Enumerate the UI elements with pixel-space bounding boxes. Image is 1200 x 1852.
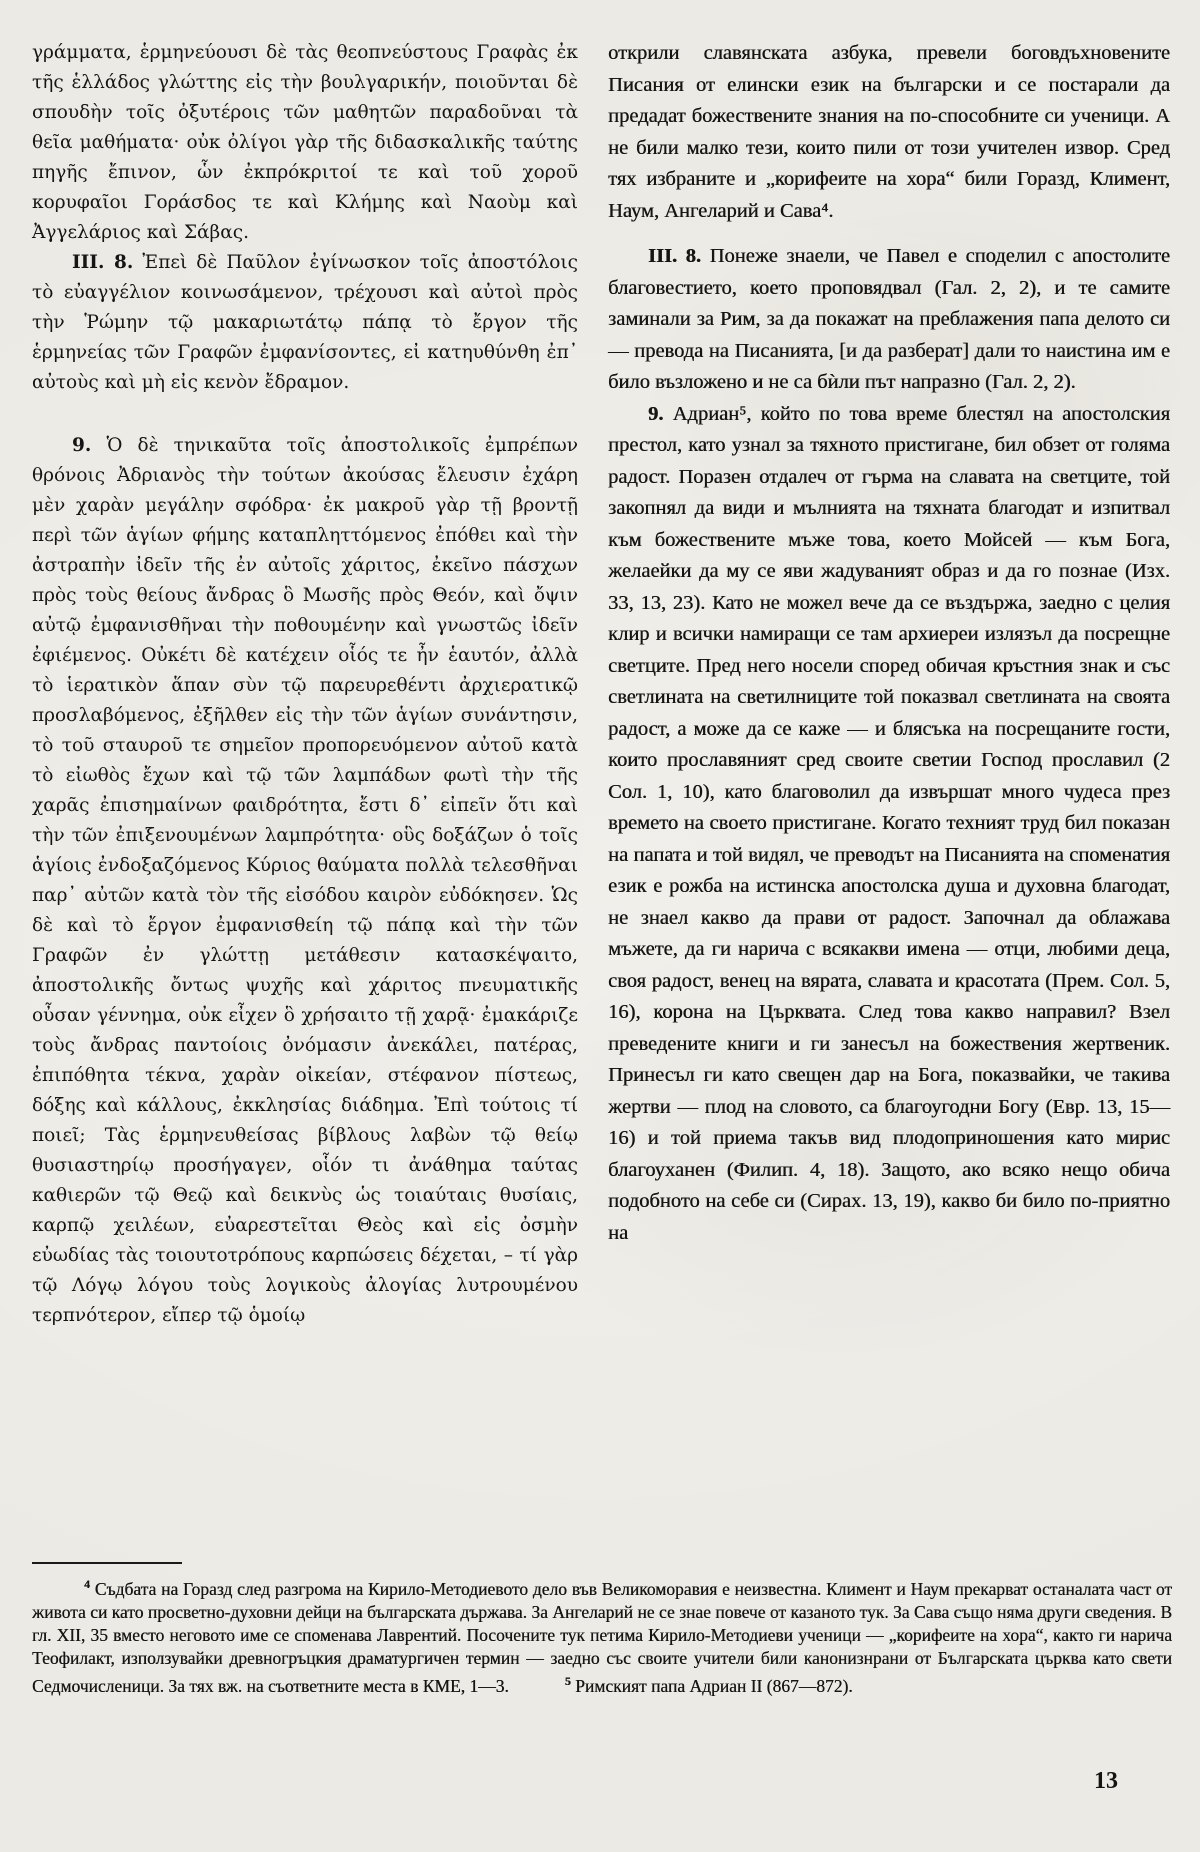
greek-paragraph-9: [32, 431, 578, 1331]
greek-paragraph-continuation: [32, 38, 578, 248]
paragraph-text: Понеже знаели, че Павел е споделил с апостолите благовестието, което проповядвал (Гал. 2, 2), и те самите заминали за Рим, за да покажат на преблажения папа делото си — превода на Писанията, [и да разберат] дали то наистина им е било възложено и не са бѝли път напразно (Гал. 2, 2).: [608, 245, 1170, 393]
paragraph-text: открили славянската азбука, превели боговдъхновените Писания от елински език на български и се постарали да предадат божествените знания на по-способните си ученици. А не били малко тези, които пили от този учителен извор. Сред тях избраните и „корифеите на хора“ били Горазд, Климент, Наум, Ангеларий и Сава⁴.: [608, 42, 1170, 222]
footnote-block: [32, 1573, 1172, 1698]
section-number: 9.: [72, 435, 92, 456]
paragraph-text: Ἐπεὶ δὲ Παῦλον ἐγίνωσκον τοῖς ἀποστόλοις τὸ εὐαγγέλιον κοινωσάμενον, τρέχουσι καὶ αὐτοὶ πρὸς τὴν Ῥώμην τῷ μακαριωτάτῳ πάπᾳ τὸ ἔργον τῆς ἑρμηνείας τῶν Γραφῶν ἐμφανίσοντες, εἰ κατηυθύνθη ἐπ᾽ αὐτοὺς καὶ μὴ εἰς κενὸν ἔδραμον.: [32, 252, 578, 393]
greek-column: [32, 38, 578, 1331]
section-number: III. 8.: [72, 252, 134, 273]
section-number: III. 8.: [648, 245, 702, 267]
bulgarian-paragraph-continuation: [608, 38, 1170, 227]
greek-paragraph-iii-8: [32, 248, 578, 398]
paragraph-text: γράμματα, ἑρμηνεύουσι δὲ τὰς θεοπνεύστους Γραφὰς ἐκ τῆς ἑλλάδος γλώττης εἰς τὴν βουλγαρικήν, ποιοῦνται δὲ σπουδὴν τοῖς ὀξυτέροις τῶν μαθητῶν παραδοῦναι τὰ θεῖα μαθήματα· οὐκ ὀλίγοι γὰρ τῆς διδασκαλικῆς ταύτης πηγῆς ἔπινον, ὧν ἐκπρόκριτοί τε καὶ τοῦ χοροῦ κορυφαῖοι Γοράσδος τε καὶ Κλήμης καὶ Ναοὺμ καὶ Ἀγγελάριος καὶ Σάβας.: [32, 42, 578, 243]
footnote-4-text: Съдбата на Горазд след разгрома на Кирило-Методиевото дело във Великоморавия е неизвестна. Климент и Наум прекарват останалата част от живота си като просветно-духовни дейци на българската държава. За Ангеларий не се знае повече от казаното тук. За Сава също няма други сведения. В гл. XII, 35 вместо неговото име се споменава Лаврентий. Посочените тук петима Кирило-Методиеви ученици — „корифеите на хора“, както ги нарича Теофилакт, използувайки древногръцкия драматургичен термин — заедно със своите учители били канонизнрани от Българската църква като свети Седмочисленици. За тях вж. на съответните места в КМЕ, 1—3.: [32, 1578, 1173, 1696]
page-number: 13: [1094, 1768, 1118, 1794]
footnote-marker-4: 4: [84, 1577, 90, 1591]
bulgarian-paragraph-iii-8: [608, 241, 1170, 399]
footnote-marker-5: 5: [564, 1673, 571, 1688]
section-number: 9.: [648, 402, 664, 425]
footnote-rule: [32, 1562, 182, 1564]
bulgarian-paragraph-9: [608, 399, 1170, 1250]
paragraph-text: Адриан⁵, който по това време блестял на апостолския престол, като узнал за тяхното пристигане, бил обзет от голяма радост. Поразен отдалеч от гърма на славата на светците, той закопнял да види и мълнията на тяхната благодат и изпитвал към божествените мъже това, което Мойсей — към Бога, желаейки да му се яви жадуваният образ и да го познае (Изх. 33, 13, 23). Като не можел вече да се въздържа, заедно с целия клир и всички намиращи се там архиереи излязъл да посрещне светците. Пред него носели според обичая кръстния знак и със светлината на светилниците той показвал светлината на своята радост, а може да се каже — и блясъка на посрещаните гости, които прославяният сред своите светии Господ прославил (2 Сол. 1, 10), като благоволил да извършат много чудеса през времето на своето пристигане. Когато техният труд бил показан на папата и той видял, че преводът на Писанията на споменатия език е рожба на истинска апостолска душа и духовна благодат, не знаел какво да прави от радост. Започнал да облажава мъжете, да ги нарича с всякакви имена — отци, любими деца, своя радост, венец на вярата, славата и красотата (Прем. Сол. 5, 16), корона на Църквата. След това какво направил? Взел преведените книги и ги занесъл на божествения жертвеник. Принесъл ги като свещен дар на Бога, показвайки, че такива жертви — плод на словото, са благоугодни Богу (Евр. 13, 15—16) и той приема такъв вид плодоприношения като мирис благоуханен (Филип. 4, 18). Защото, ако всяко нещо обича подобното на себе си (Сирах. 13, 19), какво би било по-приятно на: [608, 402, 1171, 1244]
bulgarian-column: [608, 38, 1170, 1331]
footnotes-section: [32, 1562, 1172, 1698]
footnote-5-text: Римският папа Адриан II (867—872).: [575, 1675, 853, 1696]
paragraph-text: Ὁ δὲ τηνικαῦτα τοῖς ἀποστολικοῖς ἐμπρέπων θρόνοις Ἀδριανὸς τὴν τούτων ἀκούσας ἔλευσιν ἐχάρη μὲν χαρὰν μεγάλην σφόδρα· ἐκ μακροῦ γὰρ τῇ βροντῇ περὶ τῶν ἁγίων φήμης καταπληττόμενος ἐπόθει καὶ τὴν ἀστραπὴν ἰδεῖν τῆς ἐν αὐτοῖς χάριτος, ἐκεῖνο πάσχων πρὸς τοὺς θείους ἄνδρας ὃ Μωσῆς πρὸς Θεόν, καὶ ὄψιν αὐτῷ ἐμφανισθῆναι τὴν ποθουμένην καὶ γνωστῶς ἰδεῖν ἐφιέμενος. Οὐκέτι δὲ κατέχειν οἷός τε ἦν ἑαυτόν, ἀλλὰ τὸ ἱερατικὸν ἅπαν σὺν τῷ παρευρεθέντι ἀρχιερατικῷ προσλαβόμενος, ἐξῆλθεν εἰς τὴν τῶν ἁγίων συνάντησιν, τὸ τοῦ σταυροῦ τε σημεῖον προπορευόμενον αὐτοῦ κατὰ τὸ εἰωθὸς ἔχων καὶ τῷ τῶν λαμπάδων φωτὶ τὴν τῆς χαρᾶς ἐπισημαίνων φαιδρότητα, ἔστι δ᾽ εἰπεῖν ὅτι καὶ τὴν τῶν ἐπιξενουμένων λαμπρότητα· οὓς δοξάζων ὁ τοῖς ἁγίοις ἐνδοξαζόμενος Κύριος θαύματα πολλὰ τελεσθῆναι παρ᾽ αὐτῶν κατὰ τὸν τῆς εἰσόδου καιρὸν εὐδόκησεν. Ὡς δὲ καὶ τὸ ἔργον ἐμφανισθείη τῷ πάπᾳ καὶ τὴν τῶν Γραφῶν ἐν γλώττῃ μετάθεσιν κατασκέψαιτο, ἀποστολικῆς ὄντως ψυχῆς καὶ χάριτος πνευματικῆς οὖσαν γέννημα, οὐκ εἶχεν ὃ χρήσαιτο τῇ χαρᾷ· ἐμακάριζε τοὺς ἄνδρας παντοίοις ὀνόμασιν ἀνεκάλει, πατέρας, ἐπιπόθητα τέκνα, χαρὰν οἰκείαν, στέφανον πίστεως, δόξης καὶ κάλλους, ἐκκλησίας διάδημα. Ἐπὶ τούτοις τί ποιεῖ; Τὰς ἑρμηνευθείσας βίβλους λαβὼν τῷ θείῳ θυσιαστηρίῳ προσήγαγεν, οἷόν τι ἀνάθημα ταύτας καθιερῶν τῷ Θεῷ καὶ δεικνὺς ὡς τοιαύταις θυσίαις, καρπῷ χειλέων, εὐαρεστεῖται Θεὸς καὶ εἰς ὀσμὴν εὐωδίας τὰς τοιουτοτρόπους καρπώσεις δέχεται, – τί γὰρ τῷ Λόγῳ λόγου τοὺς λογικοὺς ἀλογίας λυτρουμένου τερπνότερον, εἴπερ τῷ ὁμοίῳ: [32, 435, 578, 1326]
